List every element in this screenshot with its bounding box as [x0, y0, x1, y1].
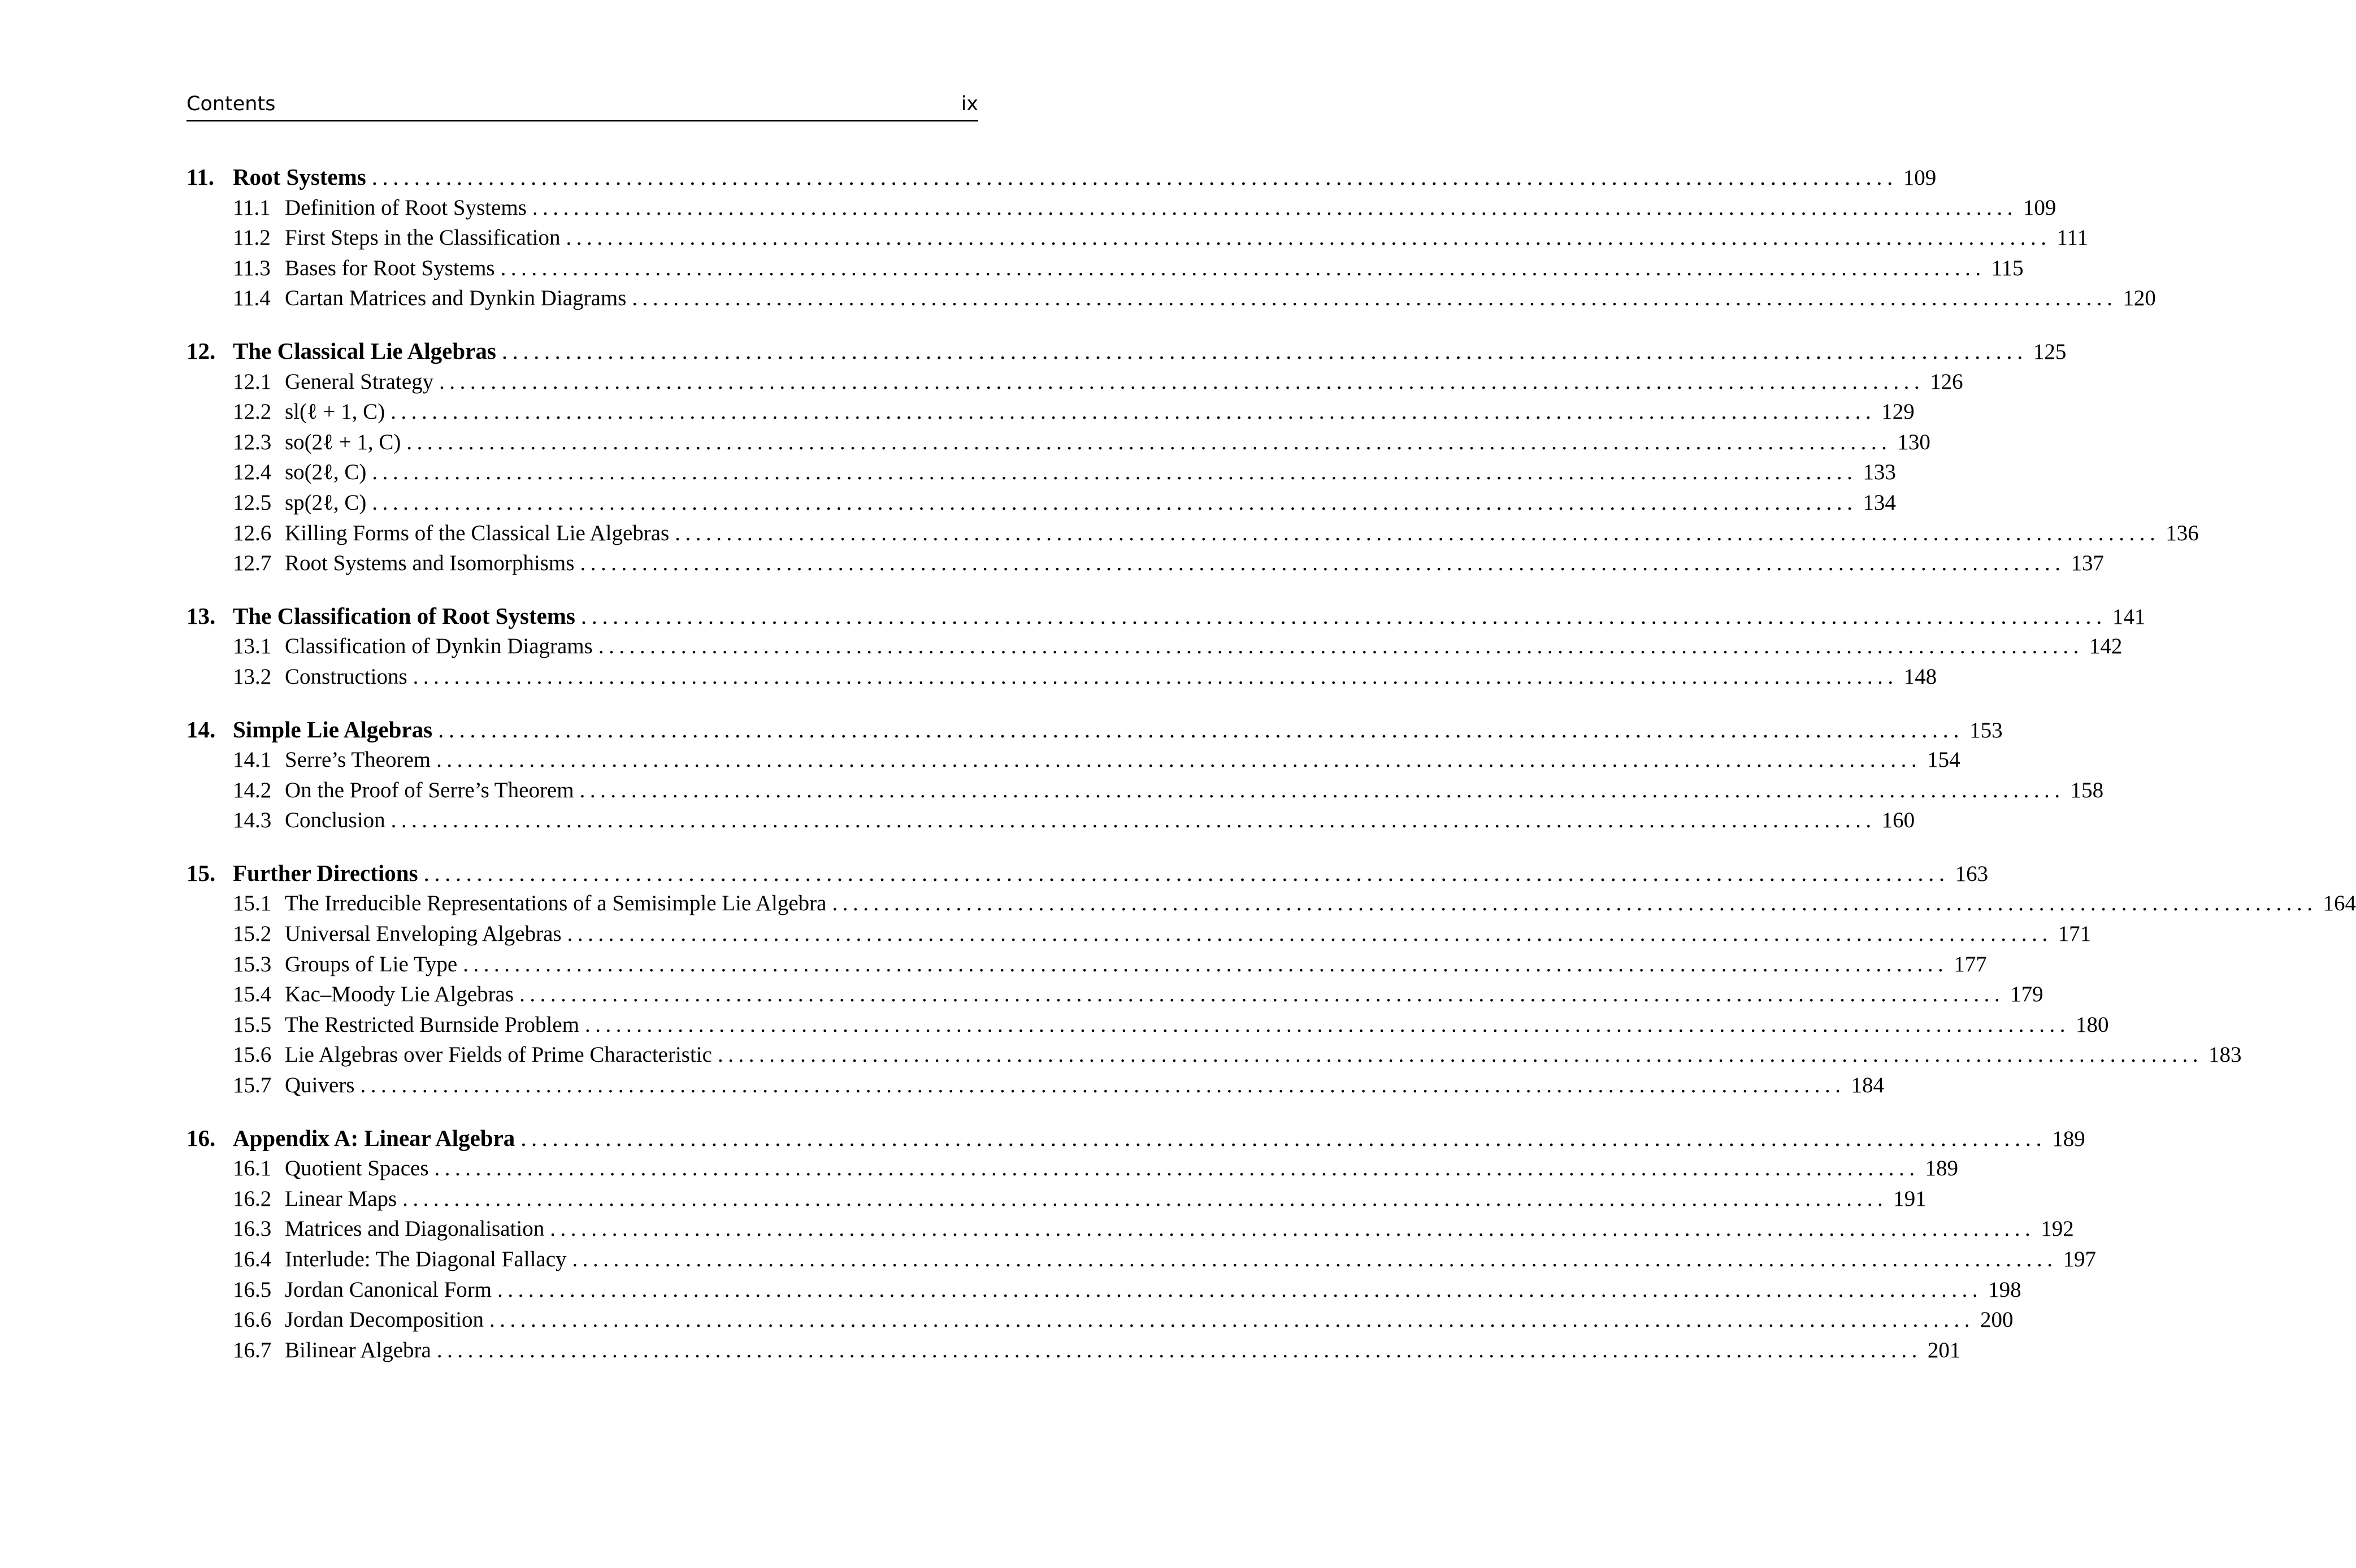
- section-number: 14.3: [233, 808, 272, 833]
- section-title: Bases for Root Systems: [285, 255, 495, 280]
- section-title: Killing Forms of the Classical Lie Algebras: [285, 520, 670, 545]
- section-number: 12.7: [233, 551, 272, 576]
- dot-leader: ................................................................................................................................................: [566, 225, 2051, 250]
- section-number: 12.2: [233, 399, 272, 424]
- section-title: so(2ℓ + 1, C): [285, 429, 401, 454]
- page-ref: 125: [2033, 339, 2067, 364]
- dot-leader: ................................................................................................................................................: [402, 1186, 1888, 1211]
- toc-entry-chapter[interactable]: [186, 1123, 2085, 1154]
- toc-entry-section[interactable]: [186, 193, 2056, 223]
- section-number: 15.5: [233, 1012, 272, 1037]
- dot-leader: ................................................................................................................................................: [489, 1308, 1975, 1332]
- page-ref: 115: [1991, 255, 2024, 280]
- page-ref: 109: [1903, 166, 1937, 190]
- chapter-title: Simple Lie Algebras: [233, 716, 433, 742]
- page-ref: 111: [2056, 225, 2089, 250]
- section-title: Definition of Root Systems: [285, 195, 527, 220]
- dot-leader: ................................................................................................................................................: [463, 952, 1949, 976]
- page-ref: 134: [1863, 490, 1896, 515]
- dot-leader: ................................................................................................................................................: [413, 664, 1898, 689]
- dot-leader: ................................................................................................................................................: [500, 255, 1986, 280]
- page-ref: 163: [1955, 861, 1989, 886]
- dot-leader: ................................................................................................................................................: [438, 716, 1964, 742]
- section-title: Classification of Dynkin Diagrams: [285, 634, 593, 659]
- page-ref: 137: [2071, 551, 2104, 576]
- dot-leader: ................................................................................................................................................: [550, 1217, 2036, 1241]
- toc-entry-section[interactable]: [186, 1214, 2074, 1244]
- section-number: 15.3: [233, 952, 272, 976]
- toc-entry-section[interactable]: [186, 1335, 1961, 1366]
- dot-leader: ................................................................................................................................................: [372, 490, 1858, 515]
- page-ref: 191: [1893, 1186, 1927, 1211]
- toc-entry-chapter[interactable]: [186, 162, 1937, 193]
- toc-chapter-11: [186, 162, 2156, 314]
- page-ref: 160: [1881, 808, 1915, 833]
- chapter-title: The Classification of Root Systems: [233, 602, 575, 629]
- dot-leader: ................................................................................................................................................: [579, 778, 2065, 802]
- dot-leader: ................................................................................................................................................: [406, 429, 1892, 454]
- section-number: 12.1: [233, 369, 272, 394]
- dot-leader: ................................................................................................................................................: [372, 460, 1858, 485]
- section-title: Constructions: [285, 664, 407, 689]
- section-title: Serre’s Theorem: [285, 748, 431, 772]
- section-number: 14.2: [233, 778, 272, 802]
- section-number: 15.1: [233, 891, 272, 916]
- toc-entry-section[interactable]: [186, 367, 1963, 397]
- toc-entry-section[interactable]: [186, 888, 2356, 919]
- section-number: 16.2: [233, 1186, 272, 1211]
- section-title: First Steps in the Classification: [285, 225, 561, 250]
- toc-entry-chapter[interactable]: [186, 858, 1989, 889]
- page-ref: 192: [2041, 1217, 2074, 1241]
- section-title: Jordan Canonical Form: [285, 1277, 492, 1302]
- section-number: 16.6: [233, 1308, 272, 1332]
- page-ref: 177: [1954, 952, 1987, 976]
- section-title: so(2ℓ, C): [285, 460, 367, 485]
- toc-entry-section[interactable]: [186, 979, 2043, 1010]
- toc-entry-section[interactable]: [186, 1305, 2014, 1335]
- toc-chapter-16: [186, 1123, 2097, 1366]
- toc-entry-section[interactable]: [186, 283, 2156, 314]
- dot-leader: ................................................................................................................................................: [436, 1337, 1922, 1362]
- table-of-contents: [186, 162, 2356, 1388]
- section-number: 15.2: [233, 922, 272, 946]
- toc-chapter-12: [186, 336, 2199, 579]
- page-ref: 148: [1903, 664, 1937, 689]
- page-ref: 184: [1851, 1073, 1884, 1098]
- dot-leader: ................................................................................................................................................: [632, 286, 2118, 311]
- section-title: Conclusion: [285, 808, 385, 833]
- section-number: 11.2: [233, 225, 271, 250]
- toc-entry-section[interactable]: [186, 457, 1896, 488]
- header-title: Contents: [186, 93, 276, 115]
- section-title: Bilinear Algebra: [285, 1337, 431, 1362]
- section-number: 16.3: [233, 1217, 272, 1241]
- toc-entry-section[interactable]: [186, 427, 1930, 458]
- dot-leader: ................................................................................................................................................: [434, 1156, 1920, 1181]
- page-ref: 126: [1930, 369, 1963, 394]
- toc-entry-section[interactable]: [186, 253, 2024, 284]
- dot-leader: ................................................................................................................................................: [501, 337, 2028, 364]
- dot-leader: ................................................................................................................................................: [497, 1277, 1983, 1302]
- section-title: Kac–Moody Lie Algebras: [285, 982, 514, 1007]
- toc-entry-section[interactable]: [186, 1153, 1959, 1184]
- section-title: sl(ℓ + 1, C): [285, 399, 385, 424]
- page-ref: 164: [2323, 891, 2356, 916]
- page-ref: 129: [1881, 399, 1915, 424]
- dot-leader: ................................................................................................................................................: [360, 1073, 1846, 1098]
- toc-entry-chapter[interactable]: [186, 601, 2146, 632]
- toc-chapter-13: [186, 601, 2146, 692]
- section-title: The Irreducible Representations of a Semisimple Lie Algebra: [285, 891, 827, 916]
- dot-leader: ................................................................................................................................................: [391, 399, 1876, 424]
- running-header: [186, 89, 978, 121]
- section-title: Root Systems and Isomorphisms: [285, 551, 575, 576]
- toc-entry-section[interactable]: [186, 631, 2123, 662]
- page-ref: 109: [2023, 195, 2056, 220]
- toc-entry-section[interactable]: [186, 1275, 2021, 1305]
- section-title: Linear Maps: [285, 1186, 397, 1211]
- section-number: 15.4: [233, 982, 272, 1007]
- section-number: 15.6: [233, 1043, 272, 1067]
- page-ref: 201: [1927, 1337, 1961, 1362]
- section-number: 16.4: [233, 1247, 272, 1271]
- page-ref: 183: [2208, 1043, 2242, 1067]
- page-ref: 153: [1969, 718, 2003, 742]
- chapter-title: The Classical Lie Algebras: [233, 337, 496, 364]
- section-title: Lie Algebras over Fields of Prime Characteristic: [285, 1043, 712, 1067]
- section-number: 14.1: [233, 748, 272, 772]
- dot-leader: ................................................................................................................................................: [567, 922, 2053, 946]
- section-number: 16.5: [233, 1277, 272, 1302]
- section-number: 16.7: [233, 1337, 272, 1362]
- toc-entry-section[interactable]: [186, 223, 2089, 253]
- page-ref: 180: [2075, 1012, 2109, 1037]
- dot-leader: ................................................................................................................................................: [580, 551, 2066, 576]
- section-title: Interlude: The Diagonal Fallacy: [285, 1247, 567, 1271]
- toc-entry-section[interactable]: [186, 1184, 1927, 1214]
- dot-leader: ................................................................................................................................................: [436, 748, 1922, 772]
- section-title: Jordan Decomposition: [285, 1308, 484, 1332]
- toc-entry-section[interactable]: [186, 548, 2104, 579]
- dot-leader: ................................................................................................................................................: [580, 602, 2107, 629]
- section-number: 15.7: [233, 1073, 272, 1098]
- page-ref: 197: [2063, 1247, 2097, 1271]
- section-number: 11.1: [233, 195, 271, 220]
- section-number: 12.5: [233, 490, 272, 515]
- page-ref: 130: [1897, 429, 1930, 454]
- section-title: sp(2ℓ, C): [285, 490, 367, 515]
- page-number: ix: [961, 93, 978, 115]
- toc-entry-section[interactable]: [186, 745, 1960, 775]
- page-ref: 171: [2058, 922, 2092, 946]
- section-number: 12.4: [233, 460, 272, 485]
- section-number: 16.1: [233, 1156, 272, 1181]
- dot-leader: ................................................................................................................................................: [439, 369, 1925, 394]
- section-number: 11.3: [233, 255, 271, 280]
- chapter-number: 16.: [186, 1124, 216, 1151]
- section-title: General Strategy: [285, 369, 434, 394]
- chapter-number: 15.: [186, 859, 216, 886]
- toc-entry-section[interactable]: [186, 397, 1915, 427]
- dot-leader: ................................................................................................................................................: [584, 1012, 2070, 1037]
- section-number: 13.1: [233, 634, 272, 659]
- section-title: Cartan Matrices and Dynkin Diagrams: [285, 286, 627, 311]
- toc-entry-section[interactable]: [186, 919, 2092, 949]
- toc-entry-section[interactable]: [186, 1244, 2097, 1275]
- section-number: 13.2: [233, 664, 272, 689]
- toc-entry-section[interactable]: [186, 1010, 2109, 1040]
- section-title: On the Proof of Serre’s Theorem: [285, 778, 574, 802]
- dot-leader: ................................................................................................................................................: [520, 1124, 2047, 1151]
- chapter-number: 12.: [186, 337, 216, 364]
- dot-leader: ................................................................................................................................................: [675, 520, 2160, 545]
- toc-entry-section[interactable]: [186, 949, 1987, 980]
- toc-chapter-15: [186, 858, 2356, 1101]
- page-ref: 189: [1925, 1156, 1959, 1181]
- toc-entry-section[interactable]: [186, 1040, 2242, 1070]
- section-title: Quotient Spaces: [285, 1156, 429, 1181]
- toc-chapter-14: [186, 715, 2104, 836]
- dot-leader: ................................................................................................................................................: [572, 1247, 2058, 1271]
- section-title: The Restricted Burnside Problem: [285, 1012, 579, 1037]
- chapter-number: 11.: [186, 164, 214, 190]
- section-number: 12.3: [233, 429, 272, 454]
- chapter-number: 13.: [186, 602, 216, 629]
- page-ref: 120: [2123, 286, 2156, 311]
- chapter-number: 14.: [186, 716, 216, 742]
- section-title: Matrices and Diagonalisation: [285, 1217, 545, 1241]
- toc-entry-chapter[interactable]: [186, 336, 2067, 367]
- dot-leader: ................................................................................................................................................: [717, 1043, 2203, 1067]
- dot-leader: ................................................................................................................................................: [832, 891, 2318, 916]
- toc-entry-chapter[interactable]: [186, 715, 2003, 745]
- dot-leader: ................................................................................................................................................: [423, 859, 1950, 886]
- chapter-title: Appendix A: Linear Algebra: [233, 1124, 515, 1151]
- section-number: 11.4: [233, 286, 271, 311]
- section-title: Universal Enveloping Algebras: [285, 922, 562, 946]
- page-ref: 141: [2112, 604, 2146, 629]
- dot-leader: ................................................................................................................................................: [371, 164, 1898, 190]
- section-title: Quivers: [285, 1073, 355, 1098]
- page-ref: 136: [2166, 520, 2199, 545]
- dot-leader: ................................................................................................................................................: [532, 195, 2017, 220]
- chapter-title: Further Directions: [233, 859, 418, 886]
- section-number: 12.6: [233, 520, 272, 545]
- dot-leader: ................................................................................................................................................: [598, 634, 2084, 659]
- dot-leader: ................................................................................................................................................: [391, 808, 1876, 833]
- toc-entry-section[interactable]: [186, 662, 1937, 692]
- page-ref: 200: [1980, 1308, 2014, 1332]
- page-ref: 189: [2052, 1126, 2085, 1151]
- toc-entry-section[interactable]: [186, 518, 2199, 549]
- toc-entry-section[interactable]: [186, 805, 1915, 836]
- toc-entry-section[interactable]: [186, 1070, 1884, 1101]
- toc-entry-section[interactable]: [186, 775, 2104, 806]
- page-ref: 142: [2089, 634, 2123, 659]
- page-ref: 133: [1863, 460, 1896, 485]
- dot-leader: ................................................................................................................................................: [519, 982, 2005, 1007]
- page-ref: 179: [2010, 982, 2043, 1007]
- page-ref: 198: [1988, 1277, 2021, 1302]
- page-ref: 154: [1927, 748, 1960, 772]
- page-ref: 158: [2070, 778, 2104, 802]
- chapter-title: Root Systems: [233, 164, 366, 190]
- toc-entry-section[interactable]: [186, 488, 1896, 518]
- section-title: Groups of Lie Type: [285, 952, 458, 976]
